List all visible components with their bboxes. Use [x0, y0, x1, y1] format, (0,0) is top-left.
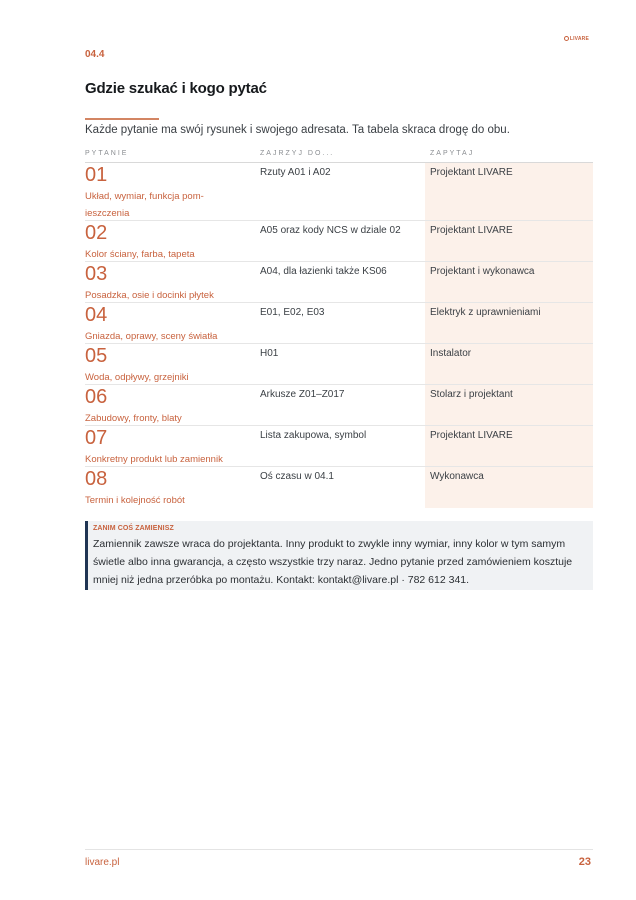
row-topic: Kolor ściany, farba, tapeta	[85, 249, 195, 260]
row-topic: Zabudowy, fronty, blaty	[85, 413, 182, 424]
row-number: 01	[85, 164, 108, 186]
row-look-in: Oś czasu w 04.1	[260, 471, 334, 482]
row-number: 05	[85, 345, 108, 367]
row-look-in: Lista zakupowa, symbol	[260, 430, 367, 441]
row-ask: Stolarz i projektant	[430, 389, 513, 400]
row-number: 07	[85, 427, 108, 449]
row-topic: Konkretny produkt lub zamiennik	[85, 454, 223, 465]
row-ask: Projektant LIVARE	[430, 430, 513, 441]
row-look-in: H01	[260, 348, 279, 359]
row-topic: Posadzka, osie i docinki płytek	[85, 290, 214, 301]
row-look-in: A04, dla łazienki także KS06	[260, 266, 387, 277]
row-number: 06	[85, 386, 108, 408]
row-number: 04	[85, 304, 108, 326]
title-accent-line	[85, 118, 159, 120]
row-look-in: E01, E02, E03	[260, 307, 325, 318]
section-number: 04.4	[85, 49, 105, 60]
row-number: 02	[85, 222, 108, 244]
row-look-in: A05 oraz kody NCS w dziale 02	[260, 225, 401, 236]
row-topic: Termin i kolejność robót	[85, 495, 185, 506]
row-look-in: Arkusze Z01–Z017	[260, 389, 345, 400]
page-number: 23	[578, 856, 591, 868]
column-header-question: PYTANIE	[85, 150, 129, 157]
brand-name: LIVARE	[569, 36, 589, 42]
table-row	[85, 426, 593, 467]
row-topic: Woda, odpływy, grzejniki	[85, 372, 189, 383]
row-number: 03	[85, 263, 108, 285]
brand-mark-icon	[564, 36, 569, 41]
table-row	[85, 262, 593, 303]
column-header-ask: ZAPYTAJ	[430, 150, 475, 157]
callout-box	[85, 521, 593, 590]
row-topic: Gniazda, oprawy, sceny światła	[85, 331, 218, 342]
footer-site-link[interactable]: livare.pl	[85, 857, 120, 868]
table-row	[85, 385, 593, 426]
table-row	[85, 303, 593, 344]
row-look-in: Rzuty A01 i A02	[260, 167, 331, 178]
page-title: Gdzie szukać i kogo pytać	[85, 80, 267, 97]
table-row	[85, 467, 593, 508]
table-row	[85, 344, 593, 385]
row-ask: Projektant LIVARE	[430, 225, 513, 236]
callout-title: ZANIM COŚ ZAMIENISZ	[93, 525, 174, 532]
row-topic: Układ, wymiar, funkcja pomieszczenia	[85, 191, 204, 219]
row-ask: Wykonawca	[430, 471, 484, 482]
row-ask: Instalator	[430, 348, 472, 359]
intro-text: Każde pytanie ma swój rysunek i swojego adresata. Ta tabela skraca drogę do obu.	[85, 124, 510, 136]
footer-divider	[85, 849, 593, 850]
row-ask: Projektant LIVARE	[430, 167, 513, 178]
column-header-look-in: ZAJRZYJ DO...	[260, 150, 335, 157]
callout-text: Zamiennik zawsze wraca do projektanta. Inny produkt to zwykle inny wymiar, inny kolor w tym samym świetle albo inna gwarancja, a często wszystkie trzy naraz. Jedno pytanie przed zamówieniem kosztuje mniej niż jedna przeróbka po montażu. Kontakt: kontakt@livare.pl · 782 612 341.	[93, 538, 573, 586]
table-row	[85, 221, 593, 262]
row-ask: Elektryk z uprawnieniami	[430, 307, 541, 318]
row-ask: Projektant i wykonawca	[430, 266, 535, 277]
table-row	[85, 163, 593, 221]
row-number: 08	[85, 468, 108, 490]
brand-logo	[564, 36, 589, 42]
